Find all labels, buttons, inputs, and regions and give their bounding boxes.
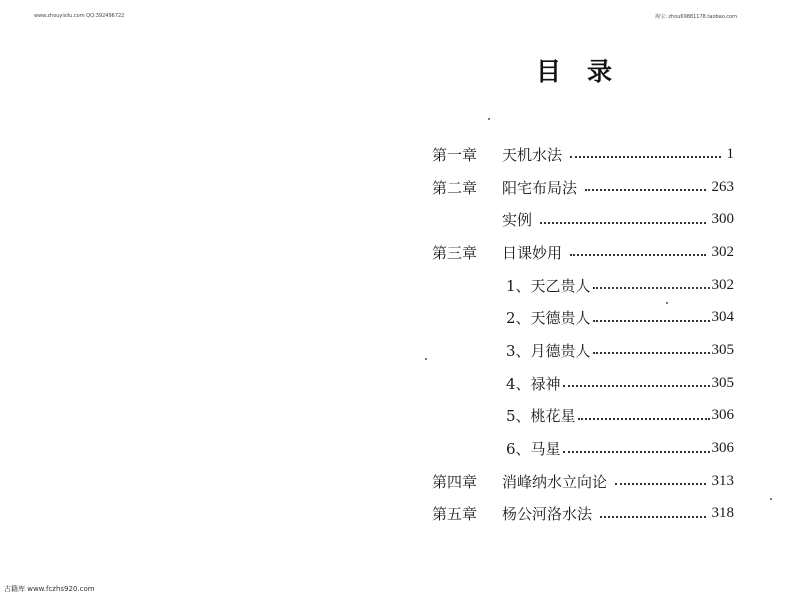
toc-page-number: 1 <box>726 145 734 162</box>
toc-chapter-label: 第四章 <box>432 472 478 491</box>
toc-page-number: 313 <box>711 472 734 489</box>
toc-entry-title: 消峰纳水立向论 <box>502 472 608 491</box>
toc-entry-title: 阳宅布局法 <box>502 178 578 197</box>
toc-entry-title: 1、天乙贵人 <box>506 276 591 295</box>
toc-entry-title: 杨公河洛水法 <box>502 505 593 524</box>
toc-chapter-label: 第五章 <box>432 505 478 524</box>
toc-page-number: 306 <box>711 407 734 424</box>
toc-row[interactable] <box>432 400 734 433</box>
scan-speck <box>425 358 427 360</box>
header-left-text: www.zhouyisilu.com QQ:392496722 <box>34 13 125 19</box>
toc-chapter-label: 第一章 <box>432 145 478 164</box>
toc-page-number: 302 <box>711 276 734 293</box>
toc-page-number: 305 <box>711 341 734 358</box>
toc-entry-title: 2、天德贵人 <box>506 309 591 328</box>
scan-speck <box>488 118 490 120</box>
toc-chapter-label: 第二章 <box>432 178 478 197</box>
toc-entry-title: 天机水法 <box>502 145 563 164</box>
toc-entry-title: 3、月德贵人 <box>506 341 591 360</box>
toc-row[interactable] <box>432 138 734 171</box>
toc-row[interactable] <box>432 465 734 498</box>
toc-page-number: 263 <box>711 178 734 195</box>
footer-text: 古籍库 www.fczhs920.com <box>4 585 95 593</box>
toc-row[interactable] <box>432 301 734 334</box>
dot-leader <box>563 451 710 453</box>
page-title: 目录 <box>536 57 639 86</box>
dot-leader <box>593 287 710 289</box>
toc-chapter-label: 第三章 <box>432 243 478 262</box>
toc-row[interactable] <box>432 432 734 465</box>
dot-leader <box>585 189 705 191</box>
dot-leader <box>593 352 710 354</box>
toc-page-number: 300 <box>711 211 734 228</box>
toc-entry-title: 6、马星 <box>506 440 561 459</box>
header-right-text: 淘宝: zhou69881178.taobao.com <box>655 14 737 20</box>
toc-entry-title: 实例 <box>502 211 533 230</box>
toc-row[interactable] <box>432 171 734 204</box>
toc-row[interactable] <box>432 203 734 236</box>
dot-leader <box>570 254 705 256</box>
dot-leader <box>540 222 705 224</box>
toc-page-number: 318 <box>711 505 734 522</box>
dot-leader <box>600 516 705 518</box>
scan-speck <box>666 302 668 304</box>
dot-leader <box>570 156 720 158</box>
toc-page-number: 306 <box>711 440 734 457</box>
toc-entry-title: 5、桃花星 <box>506 407 576 426</box>
toc-page-number: 302 <box>711 243 734 260</box>
toc-entry-title: 4、禄神 <box>506 374 561 393</box>
dot-leader <box>563 385 710 387</box>
dot-leader <box>578 418 710 420</box>
toc-row[interactable] <box>432 236 734 269</box>
dot-leader <box>615 483 705 485</box>
toc-entry-title: 日课妙用 <box>502 243 563 262</box>
toc-page-number: 305 <box>711 374 734 391</box>
toc-row[interactable] <box>432 367 734 400</box>
table-of-contents <box>432 138 734 530</box>
dot-leader <box>593 320 710 322</box>
scan-speck <box>770 498 772 500</box>
toc-row[interactable] <box>432 269 734 302</box>
toc-row[interactable] <box>432 498 734 531</box>
toc-row[interactable] <box>432 334 734 367</box>
toc-page-number: 304 <box>711 309 734 326</box>
